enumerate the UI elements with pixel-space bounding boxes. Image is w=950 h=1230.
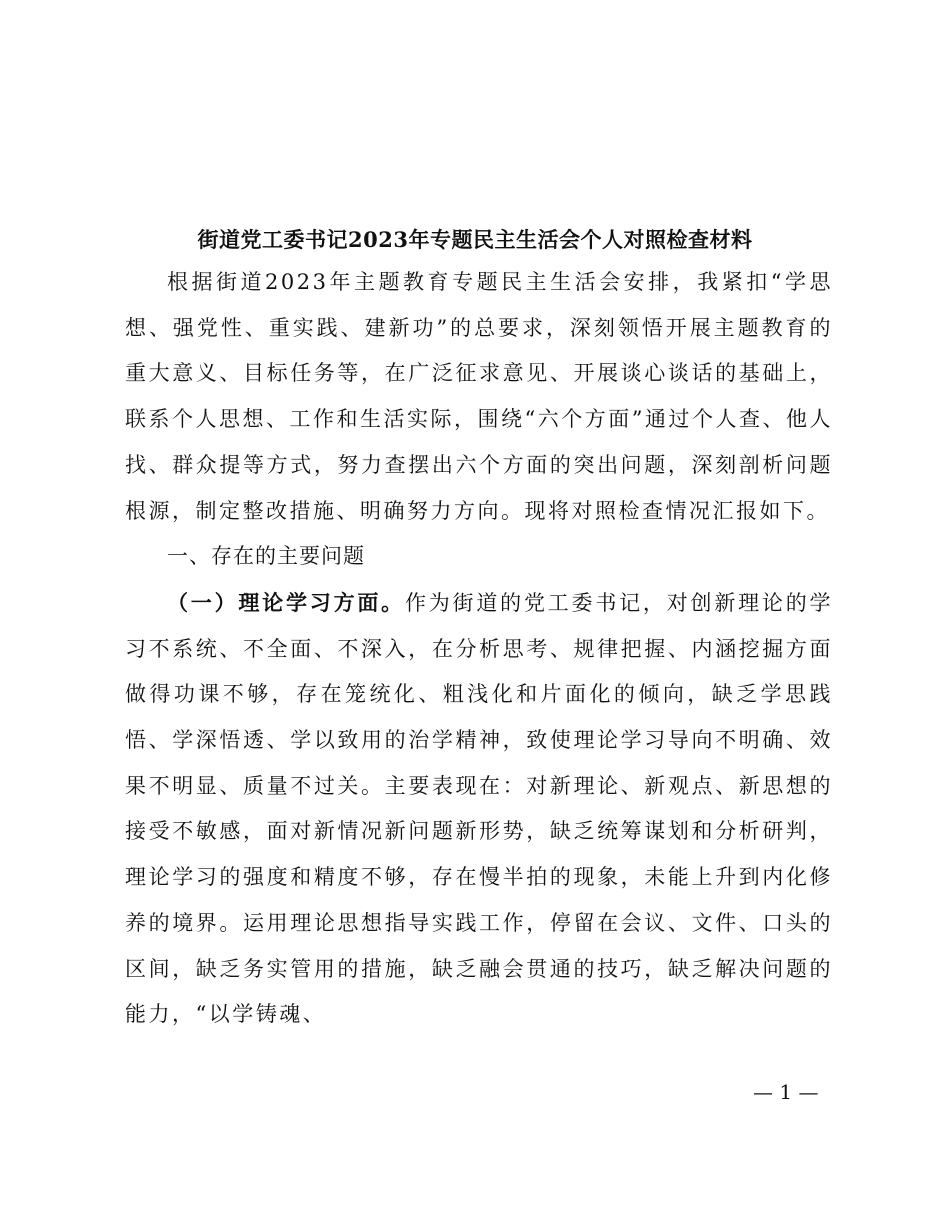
subsection-paragraph — [125, 580, 833, 1038]
subsection-label: （一）理论学习方面。 — [167, 589, 405, 615]
intro-paragraph: 根据街道2023年主题教育专题民主生活会安排，我紧扣“学思想、强党性、重实践、建新功”的总要求，深刻领悟开展主题教育的重大意义、目标任务等，在广泛征求意见、开展谈心谈话的基础上，联系个人思想、工作和生活实际，围绕“六个方面”通过个人查、他人找、群众提等方式，努力查摆出六个方面的突出问题，深刻剖析问题根源，制定整改措施、明确努力方向。现将对照检查情况汇报如下。 — [125, 270, 833, 523]
section-heading: 一、存在的主要问题 — [167, 544, 365, 569]
subsection-text: 作为街道的党工委书记，对创新理论的学习不系统、不全面、不深入，在分析思考、规律把握、内涵挖掘方面做得功课不够，存在笼统化、粗浅化和片面化的倾向，缺乏学思践悟、学深悟透、学以致用的治学精神，致使理论学习导向不明确、效果不明显、质量不过关。主要表现在：对新理论、新观点、新思想的接受不敏感，面对新情况新问题新形势，缺乏统筹谋划和分析研判，理论学习的强度和精度不够，存在慢半拍的现象，未能上升到内化修养的境界。运用理论思想指导实践工作，停留在会议、文件、口头的区间，缺乏务实管用的措施，缺乏融会贯通的技巧，缺乏解决问题的能力，“以学铸魂、 — [125, 590, 834, 1027]
document-title: 街道党工委书记2023年专题民主生活会个人对照检查材料 — [197, 227, 753, 252]
document-body — [125, 260, 833, 1038]
page-number: — 1 — — [753, 1080, 819, 1104]
